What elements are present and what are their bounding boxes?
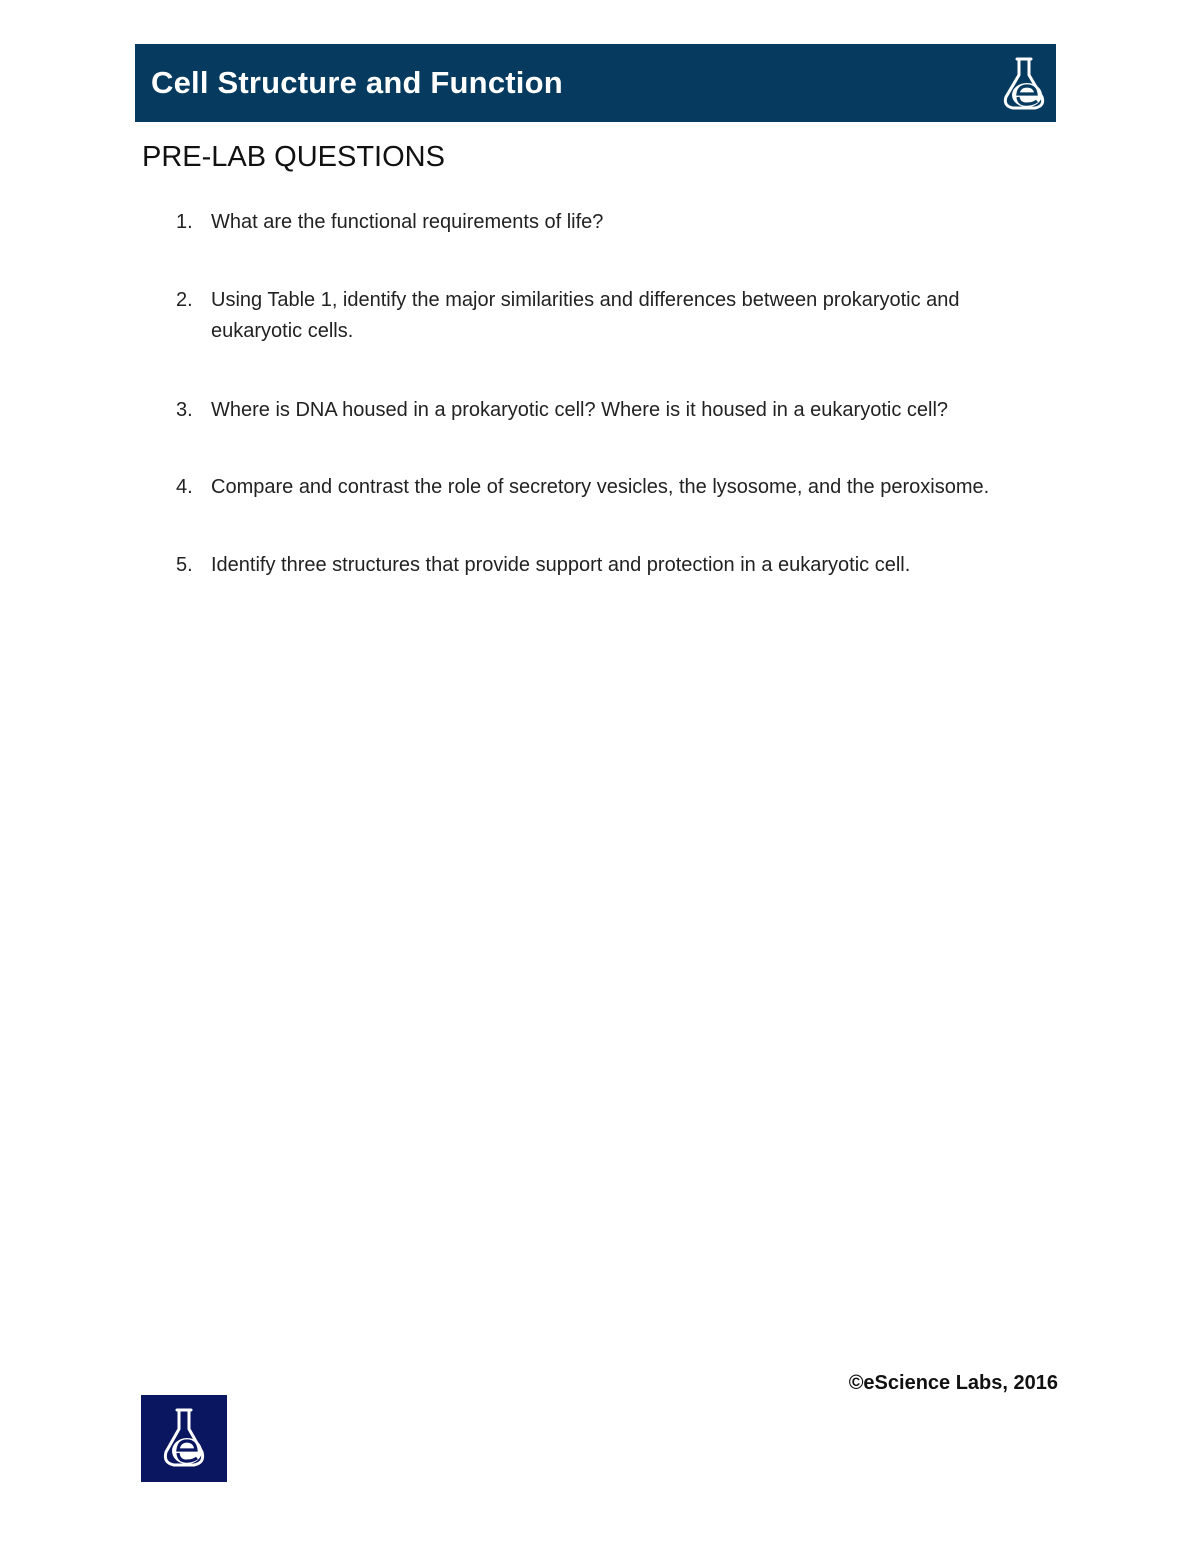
question-number: 1. (176, 211, 193, 233)
question-text: Where is DNA housed in a prokaryotic cell? Where is it housed in a eukaryotic cell? (211, 399, 949, 421)
question-text: Identify three structures that provide support and protection in a eukaryotic cell. (211, 554, 911, 576)
copyright-notice: ©eScience Labs, 2016 (848, 1372, 1058, 1394)
question-item-1 (176, 207, 1056, 238)
question-text: What are the functional requirements of life? (211, 211, 604, 233)
question-item-5 (176, 550, 1056, 581)
question-text: Compare and contrast the role of secretory vesicles, the lysosome, and the peroxisome. (211, 476, 990, 498)
flask-e-logo-icon (161, 1405, 207, 1471)
page-title: Cell Structure and Function (151, 65, 563, 100)
question-item-3 (176, 395, 1056, 426)
question-number: 3. (176, 399, 193, 421)
question-text: Using Table 1, identify the major similarities and differences between prokaryotic and eukaryotic cells. (211, 289, 960, 342)
question-item-4 (176, 472, 1056, 503)
question-number: 4. (176, 476, 193, 498)
section-heading: PRE-LAB QUESTIONS (142, 141, 445, 173)
question-item-2 (176, 285, 1056, 347)
flask-e-logo-icon (1000, 53, 1048, 113)
question-number: 5. (176, 554, 193, 576)
page-header (135, 44, 1056, 122)
footer-logo (141, 1395, 227, 1482)
question-number: 2. (176, 289, 193, 311)
